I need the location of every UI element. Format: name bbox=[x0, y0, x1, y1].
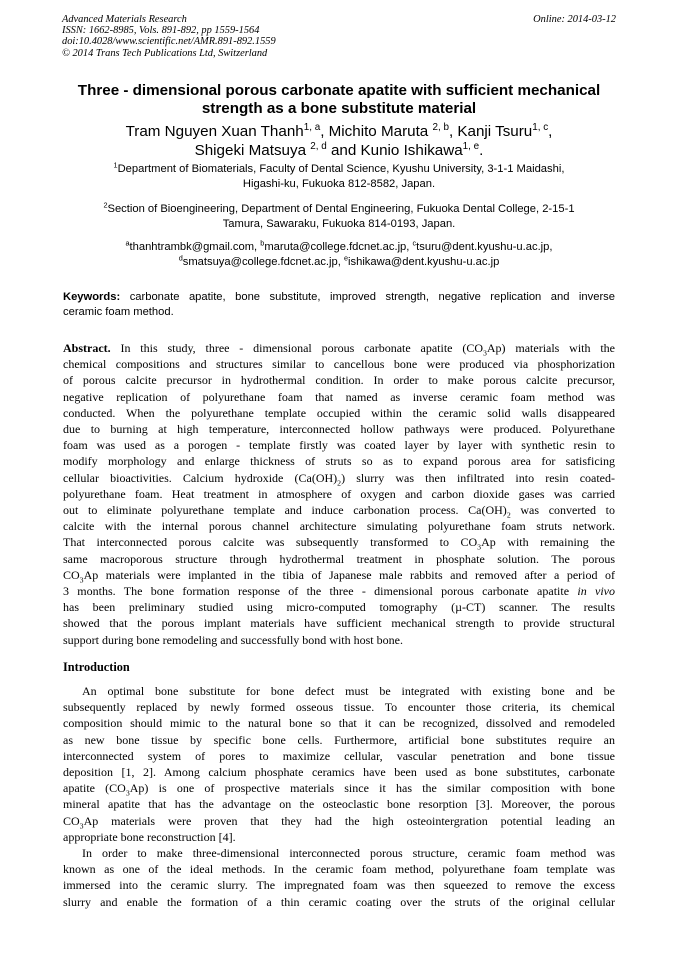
abstract-line: conducted. When the polyurethane template occupied within the ceramic solid walls disappeared bbox=[63, 405, 615, 420]
affiliation-text: Section of Bioengineering, Department of Dental Engineering, Fukuoka Dental College, 2-15-1 bbox=[107, 203, 575, 215]
affiliation-number: 2 bbox=[103, 200, 108, 210]
email-mark: d bbox=[178, 253, 183, 263]
affiliation-1 bbox=[40, 162, 638, 192]
keywords-label: Keywords: bbox=[63, 291, 121, 303]
email-list bbox=[40, 240, 638, 270]
affiliation-2-line-2: Tamura, Sawaraku, Fukuoka 814-0193, Japan. bbox=[222, 218, 456, 230]
email-link[interactable]: thanhtrambk@gmail.com, bbox=[129, 241, 261, 253]
abstract-line bbox=[63, 583, 615, 599]
affiliation-1-line-2: Higashi-ku, Fukuoka 812-8582, Japan. bbox=[242, 178, 436, 190]
keywords-block bbox=[63, 290, 615, 320]
author-affil-mark: 1, a bbox=[303, 121, 321, 133]
abstract-text: In this study, three - dimensional porous carbonate apatite (CO bbox=[110, 341, 483, 355]
subscript: 3 bbox=[79, 575, 84, 585]
abstract-text: That interconnected porous calcite was subsequently transformed to CO bbox=[63, 535, 478, 550]
intro-line bbox=[63, 813, 615, 829]
affiliation-number: 1 bbox=[113, 160, 118, 170]
affiliation-2-line-1 bbox=[40, 202, 638, 217]
keywords-line-2: ceramic foam method. bbox=[63, 306, 174, 318]
author-name: and Kunio Ishikawa bbox=[326, 142, 463, 159]
subscript: 3 bbox=[477, 542, 482, 552]
abstract-line bbox=[63, 470, 615, 486]
title-line-2: strength as a bone substitute material bbox=[201, 100, 477, 117]
journal-name: Advanced Materials Research bbox=[62, 14, 187, 25]
abstract-text: out to eliminate polyurethane template and induce carbonation process. Ca(OH) bbox=[63, 503, 507, 518]
abstract-line: calcite with the internal porous channel architecture simulating polyurethane foam struts network. bbox=[63, 519, 615, 534]
intro-text: Ap) is one of prospective materials since it has the similar composition with bone bbox=[129, 781, 615, 796]
affiliation-text: Department of Biomaterials, Faculty of Dental Science, Kyushu University, 3-1-1 Maidashi, bbox=[117, 163, 565, 175]
intro-line: slurry and enable the formation of a thin ceramic coating over the struts of the original cellular bbox=[63, 894, 615, 909]
abstract-line bbox=[63, 567, 615, 583]
intro-line: deposition [1, 2]. Among calcium phosphate ceramics have been used as bone substitutes, carbonate bbox=[63, 765, 615, 780]
abstract-line: has been preliminary studied using micro-computed tomography (µ-CT) scanner. The results bbox=[63, 600, 615, 615]
abstract-line: due to burning at high temperature, interconnected hollow pathways were produced. Polyurethane bbox=[63, 422, 615, 437]
email-link[interactable]: maruta@college.fdcnet.ac.jp, bbox=[264, 241, 413, 253]
email-mark: c bbox=[412, 238, 417, 248]
intro-text: Ap materials were proven that they had the high osteointergration potential leading an bbox=[83, 813, 615, 828]
intro-line: composition should mimic to the natural bone so that it can be recognized, dissolved and remodeled bbox=[63, 716, 615, 731]
author-name: Tram Nguyen Xuan Thanh bbox=[125, 123, 304, 140]
introduction-paragraph-1 bbox=[63, 683, 615, 845]
intro-line: subsequently replaced by newly formed osseous tissue. To encounter those criteria, its chemical bbox=[63, 700, 615, 715]
intro-line: mineral apatite that has the advantage on the osteoclastic bone resorption [3]. Moreover, the porous bbox=[63, 797, 615, 812]
subscript: 2 bbox=[506, 510, 511, 520]
email-mark: a bbox=[125, 238, 130, 248]
keywords-text: carbonate apatite, bone substitute, improved strength, negative replication and inverse bbox=[120, 291, 615, 303]
abstract-line bbox=[63, 534, 615, 550]
introduction-paragraph-2 bbox=[63, 845, 615, 910]
abstract-line bbox=[63, 340, 615, 356]
email-link[interactable]: tsuru@dent.kyushu-u.ac.jp, bbox=[416, 241, 553, 253]
journal-header bbox=[62, 14, 616, 59]
keywords-line-1 bbox=[63, 290, 615, 305]
author-affil-mark: 1, c bbox=[532, 121, 549, 133]
author-affil-mark: 1, e bbox=[462, 140, 480, 152]
affiliation-2 bbox=[40, 202, 638, 232]
abstract-text: CO bbox=[63, 567, 80, 582]
subscript: 3 bbox=[125, 788, 130, 798]
author-name: , Michito Maruta bbox=[320, 123, 433, 140]
subscript: 2 bbox=[337, 478, 342, 488]
abstract-text: 3 months. The bone formation response of the three - dimensional porous carbonate apatite bbox=[63, 584, 578, 599]
abstract-line: same macroporous structure through hydrothermal treatment in phosphate solution. The porous bbox=[63, 551, 615, 566]
author-list bbox=[40, 122, 638, 160]
affiliation-1-line-1 bbox=[40, 162, 638, 177]
email-link[interactable]: smatsuya@college.fdcnet.ac.jp, bbox=[182, 256, 344, 268]
intro-line bbox=[63, 780, 615, 796]
abstract-block bbox=[63, 340, 615, 648]
abstract-text: cellular bioactivities. Calcium hydroxide (Ca(OH) bbox=[63, 470, 338, 485]
abstract-text: Ap with remaining the bbox=[481, 535, 615, 550]
intro-line: appropriate bone reconstruction [4]. bbox=[63, 829, 236, 844]
abstract-line: support during bone remodeling and successfully bond with host bone. bbox=[63, 632, 403, 647]
email-line-2 bbox=[40, 255, 638, 270]
italic-term: in vivo bbox=[577, 584, 615, 599]
intro-line: as new bone tissue by specific bone cells. Furthermore, artificial bone substitutes require an bbox=[63, 732, 615, 747]
email-mark: e bbox=[343, 253, 349, 263]
email-link[interactable]: ishikawa@dent.kyushu-u.ac.jp bbox=[348, 256, 500, 268]
author-affil-mark: 2, d bbox=[310, 140, 327, 152]
title-line-1: Three - dimensional porous carbonate apatite with sufficient mechanical bbox=[77, 82, 601, 99]
email-line-1 bbox=[40, 240, 638, 255]
copyright-line: © 2014 Trans Tech Publications Ltd, Switzerland bbox=[62, 47, 268, 59]
abstract-line: foam was used as a porogen - template firstly was coated layer by layer with synthetic resin to bbox=[63, 438, 615, 453]
abstract-line: polyurethane foam. Heat treatment in atmosphere of oxygen and carbon dioxide gases was carried bbox=[63, 486, 615, 501]
intro-line: An optimal bone substitute for bone defect must be integrated with existing bone and be bbox=[82, 684, 615, 698]
intro-text: CO bbox=[63, 813, 80, 828]
abstract-text: Ap) materials with the bbox=[486, 341, 615, 355]
abstract-text: was converted to bbox=[510, 503, 616, 518]
author-separator: , bbox=[548, 123, 553, 140]
doi-line: doi:10.4028/www.scientific.net/AMR.891-892.1559 bbox=[62, 36, 276, 48]
abstract-line: modify morphology and enlarge thickness of struts so as to expand porous area for satisficing bbox=[63, 454, 615, 469]
author-name: Shigeki Matsuya bbox=[194, 142, 311, 159]
author-end: . bbox=[479, 142, 484, 159]
author-affil-mark: 2, b bbox=[432, 121, 449, 133]
issn-line: ISSN: 1662-8985, Vols. 891-892, pp 1559-1564 bbox=[62, 25, 260, 37]
intro-line: immersed into the ceramic slurry. The impregnated foam was then squeezed to remove the excess bbox=[63, 878, 615, 893]
abstract-label: Abstract. bbox=[63, 341, 111, 355]
section-heading-introduction: Introduction bbox=[63, 660, 130, 674]
email-mark: b bbox=[260, 238, 265, 248]
online-date: Online: 2014-03-12 bbox=[533, 14, 616, 25]
subscript: 3 bbox=[482, 348, 487, 358]
intro-line: interconnected system of pores to maximize cellular, vascular penetration and bone tissue bbox=[63, 748, 615, 763]
abstract-text: ) slurry was then infiltrated into resin coated- bbox=[341, 470, 616, 485]
abstract-line: chemical compositions and structures similar to cancellous bone were produced via phosphorization bbox=[63, 357, 615, 372]
intro-line: In order to make three-dimensional interconnected porous structure, ceramic foam method was bbox=[82, 846, 615, 860]
author-name: , Kanji Tsuru bbox=[448, 123, 533, 140]
subscript: 3 bbox=[79, 821, 84, 831]
abstract-line: of porous calcite precursor in hydrothermal condition. In order to make porous calcite precursor, bbox=[63, 373, 615, 388]
intro-line: known as one of the ideal methods. In the ceramic foam method, polyurethane foam template was bbox=[63, 862, 615, 877]
abstract-line bbox=[63, 502, 615, 518]
author-line-2 bbox=[40, 141, 638, 160]
intro-text: apatite (CO bbox=[63, 781, 126, 796]
abstract-line: negative replication of polyurethane foam that named as inverse ceramic foam method was bbox=[63, 389, 615, 404]
abstract-line: showed that the porous implant materials have sufficient mechanical strength to provide structural bbox=[63, 616, 615, 631]
abstract-text: Ap materials were implanted in the tibia of Japanese male rabbits and removed after a period of bbox=[83, 567, 615, 582]
paper-title bbox=[40, 82, 638, 118]
author-line-1 bbox=[40, 122, 638, 141]
